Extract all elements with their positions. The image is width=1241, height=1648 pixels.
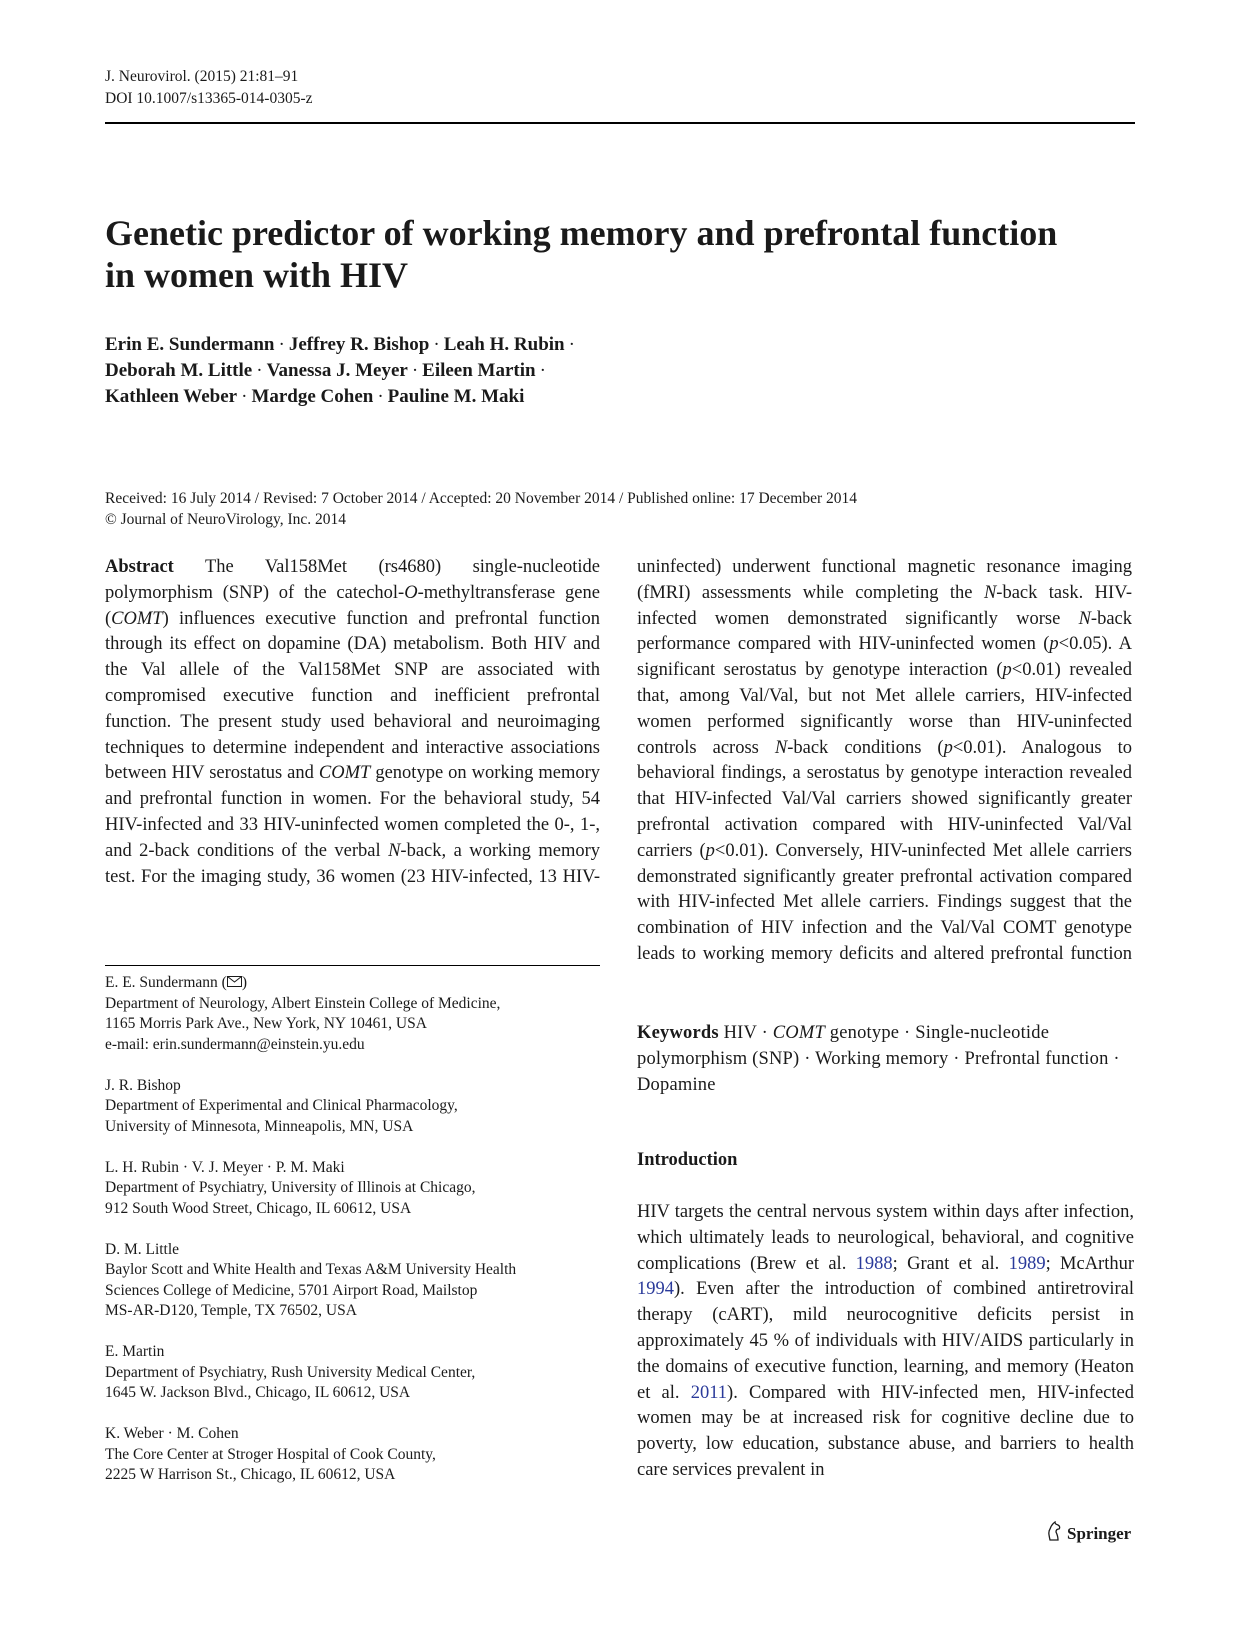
abstract-text: Abstract The Val158Met (rs4680) single-nucleotide polymorphism (SNP) of the catechol-O-methyltransferase gene (COMT) influences executive function and prefrontal function through its effect on dopamine (DA) metabolism. Both HIV and the Val allele of the Val158Met SNP are associated with compromised executive function and inefficient prefrontal function. The present study used behavioral and neuroimaging techniques to determine independent and interactive associations between HIV serostatus and COMT genotype on working memory and prefrontal function in women. For the behavioral study, 54 HIV-infected and 33 HIV-uninfected women completed the 0-, 1-, and 2-back conditions of the verbal N-back, a working memory test. For the imaging study, 36 women (23 HIV-infected, 13 HIV-: [105, 557, 600, 887]
affiliation: D. M. Little Baylor Scott and White Health and Texas A&M University Health Sciences College of Medicine, 5701 Airport Road, Mailstop MS-AR-D120, Temple, TX 76502, USA: [105, 1240, 517, 1320]
affiliations: [105, 973, 600, 1506]
separator-dot: ·: [278, 334, 285, 355]
abstract-right: [637, 555, 1134, 970]
title-line-1: Genetic predictor of working memory and prefrontal function: [105, 213, 1058, 253]
separator-dot: ·: [241, 386, 248, 407]
abstract-left: [105, 555, 600, 892]
doi[interactable]: DOI 10.1007/s13365-014-0305-z: [105, 90, 313, 107]
keywords: Keywords HIV · COMT genotype · Single-nucleotide polymorphism (SNP) · Working memory · Prefrontal function · Dopamine: [637, 1023, 1120, 1095]
header-rule: [105, 122, 1135, 124]
publisher-name: Springer: [1067, 1523, 1132, 1543]
affiliation: E. Martin Department of Psychiatry, Rush University Medical Center, 1645 W. Jackson Blvd., Chicago, IL 60612, USA: [105, 1343, 476, 1402]
section-heading: Introduction: [637, 1150, 738, 1170]
author[interactable]: Erin E. Sundermann: [105, 334, 275, 355]
citation-link[interactable]: 1994: [637, 1279, 674, 1300]
journal-header: [105, 66, 313, 110]
separator-dot: ·: [411, 360, 419, 381]
author[interactable]: Leah H. Rubin: [443, 334, 565, 355]
author[interactable]: Vanessa J. Meyer: [266, 360, 408, 381]
author[interactable]: Kathleen Weber: [105, 386, 238, 407]
affiliation: J. R. Bishop Department of Experimental and Clinical Pharmacology, University of Minnesota, Minneapolis, MN, USA: [105, 1076, 458, 1135]
affiliation: E. E. Sundermann ( ) Department of Neurology, Albert Einstein College of Medicine, 1165 Morris Park Ave., New York, NY 10461, USA e-mail: erin.sundermann@einstein.yu.edu: [105, 973, 600, 1055]
journal-reference: J. Neurovirol. (2015) 21:81–91: [105, 68, 299, 85]
author[interactable]: Eileen Martin: [422, 360, 536, 381]
affiliation: L. H. Rubin · V. J. Meyer · P. M. Maki Department of Psychiatry, University of Illinois at Chicago, 912 South Wood Street, Chicago, IL 60612, USA: [105, 1158, 476, 1217]
author[interactable]: Pauline M. Maki: [387, 386, 525, 407]
keywords-label: Keywords: [637, 1023, 719, 1043]
citation-link[interactable]: 1988: [855, 1253, 893, 1274]
author[interactable]: Jeffrey R. Bishop: [288, 334, 430, 355]
title-line-2: in women with HIV: [105, 255, 409, 295]
separator-dot: ·: [256, 360, 263, 381]
author[interactable]: Deborah M. Little: [105, 360, 253, 381]
publisher-logo: [1046, 1521, 1131, 1546]
author[interactable]: Mardge Cohen: [251, 386, 374, 407]
citation-link[interactable]: 2011: [690, 1382, 728, 1403]
email-link[interactable]: e-mail: erin.sundermann@einstein.yu.edu: [105, 1035, 365, 1053]
springer-horse-icon: [1046, 1521, 1062, 1546]
dates-line: Received: 16 July 2014 / Revised: 7 October 2014 / Accepted: 20 November 2014 / Published online: 17 December 2014: [105, 490, 858, 507]
publication-dates: [105, 488, 857, 530]
envelope-icon[interactable]: [227, 973, 242, 994]
citation-link[interactable]: 1989: [1008, 1253, 1046, 1274]
separator-dot: ·: [433, 334, 440, 355]
abstract-label: Abstract: [105, 557, 174, 577]
abstract-text: uninfected) underwent functional magnetic resonance imaging (fMRI) assessments while completing the N-back task. HIV-infected women demonstrated significantly worse N-back performance compared with HIV-uninfected women (p<0.05). A significant serostatus by genotype interaction (p<0.01) revealed that, among Val/Val, but not Met allele carriers, HIV-infected women performed significantly worse than HIV-uninfected controls across N-back conditions (p<0.01). Analogous to behavioral findings, a serostatus by genotype interaction revealed that HIV-infected Val/Val carriers showed significantly greater prefrontal activation compared with HIV-uninfected Val/Val carriers (p<0.01). Conversely, HIV-uninfected Met allele carriers demonstrated significantly greater prefrontal activation compared with HIV-infected Met allele carriers. Findings suggest that the combination of HIV infection and the Val/Val COMT genotype leads to working memory deficits and altered prefrontal function: [637, 556, 1133, 964]
separator-dot: ·: [539, 360, 546, 381]
article-title: [105, 212, 1105, 296]
affiliation: K. Weber · M. Cohen The Core Center at Stroger Hospital of Cook County, 2225 W Harrison St., Chicago, IL 60612, USA: [105, 1425, 436, 1484]
separator-dot: ·: [377, 386, 384, 407]
introduction-text: HIV targets the central nervous system within days after infection, which ultimately leads to neurological, behavioral, and cognitive complications (Brew et al. 1988; Grant et al. 1989; McArthur 1994). Even after the introduction of combined antiretroviral therapy (cART), mild neurocognitive deficits persist in approximately 45 % of individuals with HIV/AIDS particularly in the domains of executive function, learning, and memory (Heaton et al. 2011). Compared with HIV-infected men, HIV-infected women may be at increased risk for cognitive decline due to poverty, low education, substance abuse, and barriers to health care services prevalent in: [637, 1202, 1135, 1480]
copyright: © Journal of NeuroVirology, Inc. 2014: [105, 511, 346, 528]
separator-dot: ·: [568, 334, 575, 355]
author-list: [105, 332, 579, 410]
footnote-rule: [105, 965, 600, 966]
